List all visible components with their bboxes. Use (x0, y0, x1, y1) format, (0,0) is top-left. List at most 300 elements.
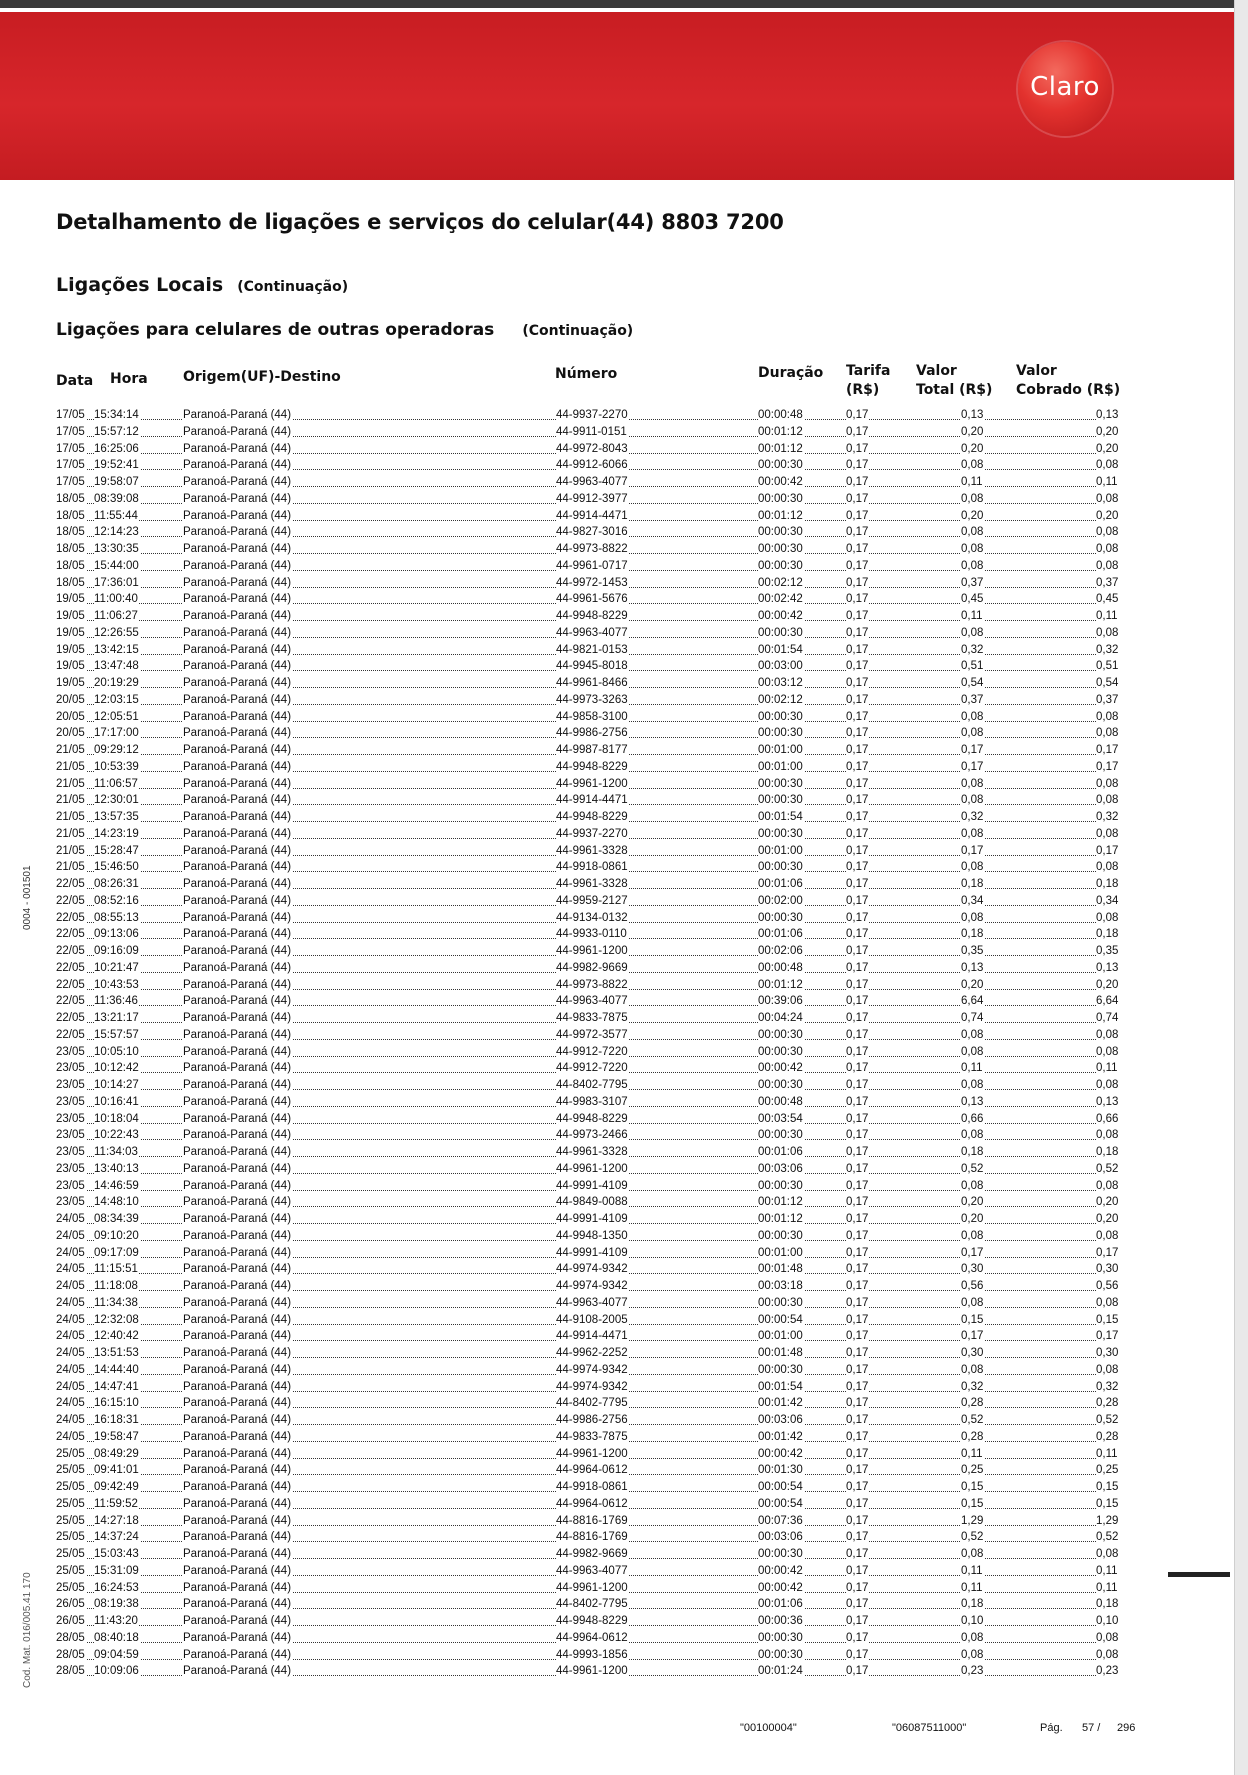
call-number: 44-9964-0612 (556, 1464, 628, 1477)
call-time: 11:18:08 (94, 1280, 138, 1292)
call-charged: 0,08 (1096, 1129, 1119, 1142)
table-row (56, 575, 1126, 592)
call-total: 0,52 (961, 1531, 984, 1544)
call-time: 15:44:00 (94, 559, 139, 572)
call-time: 16:15:10 (94, 1397, 139, 1410)
call-date: 23/05 (56, 1062, 85, 1075)
call-number: 44-9974-9342 (556, 1380, 628, 1393)
call-charged: 1,29 (1096, 1514, 1119, 1527)
call-time: 08:52:16 (94, 894, 139, 907)
call-total: 0,20 (961, 425, 984, 438)
call-number: 44-9914-4471 (556, 1330, 628, 1343)
call-total: 0,37 (961, 576, 984, 589)
call-origin: Paranoá-Paraná (44) (183, 1280, 292, 1292)
call-origin: Paranoá-Paraná (44) (183, 1430, 292, 1443)
subsection-heading (56, 320, 633, 340)
call-charged: 0,17 (1096, 1246, 1119, 1259)
call-origin: Paranoá-Paraná (44) (183, 1481, 292, 1493)
col-header-hora: Hora (110, 371, 148, 387)
table-row (56, 776, 1126, 793)
call-date: 24/05 (56, 1313, 85, 1326)
call-charged: 0,11 (1096, 1062, 1118, 1075)
table-row (56, 826, 1126, 843)
call-duration: 00:02:42 (758, 593, 803, 606)
call-total: 0,34 (961, 894, 984, 907)
call-date: 25/05 (56, 1464, 85, 1477)
call-date: 19/05 (56, 610, 85, 622)
call-charged: 0,08 (1096, 1296, 1119, 1309)
table-row (56, 508, 1126, 525)
call-number: 44-9937-2270 (556, 409, 628, 421)
call-origin: Paranoá-Paraná (44) (183, 961, 292, 974)
call-origin: Paranoá-Paraná (44) (183, 894, 292, 907)
call-time: 11:00:40 (94, 593, 138, 606)
call-time: 19:58:47 (94, 1430, 139, 1443)
call-date: 24/05 (56, 1296, 85, 1309)
top-edge (0, 0, 1234, 8)
call-origin: Paranoá-Paraná (44) (183, 1363, 292, 1376)
call-charged: 0,15 (1096, 1497, 1119, 1510)
call-duration: 00:01:42 (758, 1397, 803, 1410)
call-rate: 0,17 (846, 1129, 869, 1142)
table-row (56, 1563, 1126, 1580)
call-number: 44-9945-8018 (556, 660, 628, 673)
call-total: 0,17 (961, 844, 984, 857)
call-number: 44-9948-8229 (556, 1615, 628, 1627)
call-charged: 0,17 (1096, 744, 1119, 756)
call-total: 0,17 (961, 744, 984, 756)
call-number: 44-9972-3577 (556, 1028, 628, 1041)
call-time: 15:28:47 (94, 844, 139, 857)
call-charged: 0,56 (1096, 1280, 1119, 1292)
call-charged: 0,52 (1096, 1162, 1119, 1175)
call-total: 0,08 (961, 861, 984, 874)
call-date: 18/05 (56, 492, 85, 505)
call-number: 44-9986-2756 (556, 727, 628, 740)
call-date: 23/05 (56, 1196, 85, 1209)
table-row (56, 658, 1126, 675)
call-duration: 00:01:54 (758, 811, 803, 823)
call-total: 0,13 (961, 961, 984, 974)
call-origin: Paranoá-Paraná (44) (183, 861, 292, 874)
call-origin: Paranoá-Paraná (44) (183, 543, 292, 555)
call-origin: Paranoá-Paraná (44) (183, 626, 292, 639)
call-charged: 0,18 (1096, 1598, 1119, 1611)
call-origin: Paranoá-Paraná (44) (183, 677, 292, 689)
table-row (56, 1077, 1126, 1094)
call-rate: 0,17 (846, 576, 869, 589)
call-rate: 0,17 (846, 710, 869, 723)
table-row (56, 558, 1126, 575)
call-duration: 00:03:12 (758, 677, 803, 689)
call-number: 44-9961-1200 (556, 945, 628, 957)
call-duration: 00:39:06 (758, 995, 803, 1008)
call-time: 14:47:41 (94, 1380, 139, 1393)
call-rate: 0,17 (846, 1229, 869, 1242)
call-date: 18/05 (56, 543, 85, 555)
call-rate: 0,17 (846, 1514, 869, 1527)
call-duration: 00:02:06 (758, 945, 803, 957)
call-rate: 0,17 (846, 526, 869, 539)
call-charged: 0,45 (1096, 593, 1119, 606)
call-date: 21/05 (56, 827, 85, 840)
side-material-code: Cod. Mat. 016/005.41 170 (22, 1572, 33, 1688)
table-row (56, 1429, 1126, 1446)
call-time: 09:41:01 (94, 1464, 139, 1477)
call-charged: 0,08 (1096, 794, 1119, 807)
call-rate: 0,17 (846, 1564, 869, 1577)
call-time: 10:12:42 (94, 1062, 139, 1075)
call-origin: Paranoá-Paraná (44) (183, 1162, 292, 1175)
call-duration: 00:00:30 (758, 1631, 803, 1644)
call-origin: Paranoá-Paraná (44) (183, 459, 292, 472)
call-total: 0,17 (961, 760, 984, 773)
call-duration: 00:01:00 (758, 844, 803, 857)
call-rate: 0,17 (846, 1095, 869, 1108)
call-total: 0,08 (961, 1129, 984, 1142)
call-total: 0,10 (961, 1615, 984, 1627)
call-rate: 0,17 (846, 626, 869, 639)
call-date: 24/05 (56, 1330, 85, 1343)
call-number: 44-8402-7795 (556, 1079, 628, 1091)
table-row (56, 1211, 1126, 1228)
call-date: 24/05 (56, 1280, 85, 1292)
call-duration: 00:00:42 (758, 610, 803, 622)
table-row (56, 1261, 1126, 1278)
call-rate: 0,17 (846, 1146, 869, 1158)
table-row (56, 1630, 1126, 1647)
call-total: 0,52 (961, 1414, 984, 1426)
footer-code-2: "06087511000" (892, 1722, 967, 1734)
call-duration: 00:03:06 (758, 1531, 803, 1544)
call-origin: Paranoá-Paraná (44) (183, 1079, 292, 1091)
subsection-name: Ligações para celulares de outras operadoras (56, 320, 495, 340)
call-duration: 00:00:30 (758, 911, 803, 924)
call-number: 44-9933-0110 (556, 928, 627, 941)
call-total: 0,17 (961, 1246, 984, 1259)
call-total: 0,32 (961, 1380, 984, 1393)
call-number: 44-9983-3107 (556, 1095, 628, 1108)
call-origin: Paranoá-Paraná (44) (183, 1548, 292, 1560)
col-header-tarifa (846, 362, 890, 400)
call-origin: Paranoá-Paraná (44) (183, 693, 292, 706)
call-origin: Paranoá-Paraná (44) (183, 660, 292, 673)
table-row (56, 1094, 1126, 1111)
call-time: 11:55:44 (94, 509, 138, 522)
call-date: 25/05 (56, 1548, 85, 1560)
call-date: 21/05 (56, 744, 85, 756)
call-charged: 0,20 (1096, 1196, 1119, 1209)
call-duration: 00:02:12 (758, 693, 803, 706)
call-total: 0,08 (961, 626, 984, 639)
call-time: 11:06:57 (94, 777, 138, 790)
call-rate: 0,17 (846, 1213, 869, 1225)
call-total: 0,08 (961, 727, 984, 740)
call-number: 44-9961-3328 (556, 1146, 628, 1158)
call-date: 22/05 (56, 911, 85, 924)
call-date: 20/05 (56, 710, 85, 723)
call-origin: Paranoá-Paraná (44) (183, 1146, 292, 1158)
call-origin: Paranoá-Paraná (44) (183, 878, 292, 890)
call-rate: 0,17 (846, 1497, 869, 1510)
call-duration: 00:01:00 (758, 744, 803, 756)
call-origin: Paranoá-Paraná (44) (183, 643, 292, 656)
call-rate: 0,17 (846, 1464, 869, 1477)
call-charged: 0,66 (1096, 1112, 1119, 1125)
call-number: 44-9961-5676 (556, 593, 628, 606)
call-number: 44-9914-4471 (556, 509, 628, 522)
call-charged: 0,13 (1096, 409, 1119, 421)
call-duration: 00:00:30 (758, 492, 803, 505)
call-date: 25/05 (56, 1447, 85, 1460)
call-charged: 0,20 (1096, 442, 1119, 455)
call-number: 44-9918-0861 (556, 1481, 628, 1493)
call-date: 19/05 (56, 626, 85, 639)
call-duration: 00:04:24 (758, 1012, 803, 1024)
call-number: 44-9827-3016 (556, 526, 628, 539)
call-date: 23/05 (56, 1179, 85, 1192)
call-number: 44-9974-9342 (556, 1280, 628, 1292)
table-row (56, 876, 1126, 893)
call-time: 10:53:39 (94, 760, 139, 773)
table-row (56, 1027, 1126, 1044)
call-time: 11:43:20 (94, 1615, 138, 1627)
call-time: 08:40:18 (94, 1631, 139, 1644)
call-charged: 0,54 (1096, 677, 1119, 689)
call-date: 24/05 (56, 1363, 85, 1376)
call-charged: 0,34 (1096, 894, 1119, 907)
call-number: 44-9961-0717 (556, 559, 628, 572)
call-charged: 0,08 (1096, 827, 1119, 840)
call-origin: Paranoá-Paraná (44) (183, 526, 292, 539)
call-total: 0,28 (961, 1430, 984, 1443)
call-time: 14:37:24 (94, 1531, 139, 1544)
call-time: 10:16:41 (94, 1095, 139, 1108)
table-row (56, 725, 1126, 742)
call-duration: 00:00:54 (758, 1497, 803, 1510)
call-origin: Paranoá-Paraná (44) (183, 995, 292, 1008)
call-total: 0,11 (961, 476, 983, 488)
call-date: 26/05 (56, 1615, 85, 1627)
call-charged: 0,17 (1096, 1330, 1119, 1343)
call-time: 19:58:07 (94, 476, 139, 488)
call-origin: Paranoá-Paraná (44) (183, 1447, 292, 1460)
call-total: 0,52 (961, 1162, 984, 1175)
call-number: 44-9961-1200 (556, 1665, 628, 1678)
call-number: 44-9961-1200 (556, 1447, 628, 1460)
call-rate: 0,17 (846, 811, 869, 823)
call-duration: 00:00:42 (758, 1062, 803, 1075)
call-number: 44-9961-1200 (556, 1581, 628, 1594)
call-time: 12:26:55 (94, 626, 139, 639)
call-total: 0,20 (961, 1213, 984, 1225)
call-date: 25/05 (56, 1531, 85, 1544)
col-header-total-line2: Total (R$) (916, 382, 993, 398)
call-number: 44-9974-9342 (556, 1263, 628, 1276)
call-origin: Paranoá-Paraná (44) (183, 1012, 292, 1024)
call-origin: Paranoá-Paraná (44) (183, 1497, 292, 1510)
call-origin: Paranoá-Paraná (44) (183, 827, 292, 840)
call-date: 26/05 (56, 1598, 85, 1611)
col-header-total-line1: Valor (916, 363, 957, 379)
call-time: 08:34:39 (94, 1213, 139, 1225)
call-rate: 0,17 (846, 1313, 869, 1326)
call-duration: 00:02:12 (758, 576, 803, 589)
call-date: 25/05 (56, 1581, 85, 1594)
table-row (56, 742, 1126, 759)
call-origin: Paranoá-Paraná (44) (183, 509, 292, 522)
call-total: 0,15 (961, 1313, 984, 1326)
col-header-total (916, 362, 992, 400)
call-number: 44-9991-4109 (556, 1179, 628, 1192)
call-time: 09:42:49 (94, 1481, 139, 1493)
call-number: 44-9963-4077 (556, 1564, 628, 1577)
call-duration: 00:01:12 (758, 509, 803, 522)
table-row (56, 1462, 1126, 1479)
call-origin: Paranoá-Paraná (44) (183, 1179, 292, 1192)
call-origin: Paranoá-Paraná (44) (183, 1213, 292, 1225)
call-rate: 0,17 (846, 1079, 869, 1091)
table-row (56, 1496, 1126, 1513)
call-duration: 00:01:30 (758, 1464, 803, 1477)
call-date: 22/05 (56, 945, 85, 957)
table-row (56, 1312, 1126, 1329)
call-total: 0,20 (961, 509, 984, 522)
call-time: 09:16:09 (94, 945, 139, 957)
call-total: 0,11 (961, 1564, 983, 1577)
call-number: 44-9973-3263 (556, 693, 628, 706)
call-duration: 00:00:30 (758, 1363, 803, 1376)
call-date: 22/05 (56, 878, 85, 890)
call-origin: Paranoá-Paraná (44) (183, 1129, 292, 1142)
call-duration: 00:03:06 (758, 1414, 803, 1426)
call-number: 44-9918-0861 (556, 861, 628, 874)
call-origin: Paranoá-Paraná (44) (183, 1581, 292, 1594)
call-number: 44-9134-0132 (556, 911, 628, 924)
call-time: 12:40:42 (94, 1330, 139, 1343)
call-charged: 0,08 (1096, 1179, 1119, 1192)
call-duration: 00:01:00 (758, 1246, 803, 1259)
call-time: 10:18:04 (94, 1112, 139, 1125)
call-total: 0,13 (961, 1095, 984, 1108)
call-origin: Paranoá-Paraná (44) (183, 1095, 292, 1108)
margin-mark (1168, 1572, 1230, 1577)
call-duration: 00:00:30 (758, 526, 803, 539)
call-origin: Paranoá-Paraná (44) (183, 794, 292, 807)
table-row (56, 893, 1126, 910)
call-charged: 0,08 (1096, 1363, 1119, 1376)
call-duration: 00:03:18 (758, 1280, 803, 1292)
call-origin: Paranoá-Paraná (44) (183, 1062, 292, 1075)
call-date: 25/05 (56, 1481, 85, 1493)
call-rate: 0,17 (846, 1246, 869, 1259)
call-origin: Paranoá-Paraná (44) (183, 978, 292, 991)
call-total: 0,35 (961, 945, 984, 957)
call-rate: 0,17 (846, 1615, 869, 1627)
table-row (56, 1663, 1126, 1680)
call-date: 21/05 (56, 844, 85, 857)
call-total: 0,37 (961, 693, 984, 706)
call-total: 0,11 (961, 1062, 983, 1075)
col-header-cobrado-line2: Cobrado (R$) (1016, 382, 1121, 398)
call-origin: Paranoá-Paraná (44) (183, 1397, 292, 1410)
call-date: 24/05 (56, 1229, 85, 1242)
call-date: 23/05 (56, 1162, 85, 1175)
call-number: 44-9964-0612 (556, 1631, 628, 1644)
call-origin: Paranoá-Paraná (44) (183, 576, 292, 589)
call-rate: 0,17 (846, 1363, 869, 1376)
call-duration: 00:03:00 (758, 660, 803, 673)
call-charged: 0,08 (1096, 710, 1119, 723)
call-time: 20:19:29 (94, 677, 139, 689)
call-duration: 00:00:30 (758, 794, 803, 807)
call-number: 44-9963-4077 (556, 476, 628, 488)
table-row (56, 1127, 1126, 1144)
call-time: 09:10:20 (94, 1229, 139, 1242)
footer-code-1: "00100004" (740, 1722, 797, 1734)
claro-logo (1018, 42, 1112, 136)
call-origin: Paranoá-Paraná (44) (183, 1564, 292, 1577)
call-total: 0,08 (961, 1296, 984, 1309)
call-date: 23/05 (56, 1045, 85, 1058)
call-rate: 0,17 (846, 1665, 869, 1678)
call-origin: Paranoá-Paraná (44) (183, 1263, 292, 1276)
call-total: 0,15 (961, 1481, 984, 1493)
call-duration: 00:00:42 (758, 1581, 803, 1594)
call-origin: Paranoá-Paraná (44) (183, 1347, 292, 1359)
call-origin: Paranoá-Paraná (44) (183, 1665, 292, 1678)
call-origin: Paranoá-Paraná (44) (183, 476, 292, 488)
call-charged: 0,52 (1096, 1531, 1119, 1544)
table-row (56, 1278, 1126, 1295)
call-origin: Paranoá-Paraná (44) (183, 727, 292, 740)
page-title: Detalhamento de ligações e serviços do celular(44) 8803 7200 (56, 210, 784, 234)
table-row (56, 491, 1126, 508)
call-rate: 0,17 (846, 509, 869, 522)
call-rate: 0,17 (846, 1380, 869, 1393)
call-date: 18/05 (56, 559, 85, 572)
call-total: 1,29 (961, 1514, 984, 1527)
call-duration: 00:01:06 (758, 1598, 803, 1611)
call-origin: Paranoá-Paraná (44) (183, 744, 292, 756)
call-duration: 00:01:54 (758, 1380, 803, 1393)
call-time: 15:57:57 (94, 1028, 139, 1041)
call-duration: 00:01:00 (758, 1330, 803, 1343)
call-time: 13:47:48 (94, 660, 139, 673)
call-duration: 00:00:30 (758, 827, 803, 840)
table-row (56, 1479, 1126, 1496)
call-date: 23/05 (56, 1112, 85, 1125)
call-charged: 0,08 (1096, 727, 1119, 740)
call-number: 44-9974-9342 (556, 1363, 628, 1376)
call-rate: 0,17 (846, 442, 869, 455)
call-number: 44-9912-3977 (556, 492, 628, 505)
call-time: 14:44:40 (94, 1363, 139, 1376)
table-row (56, 1060, 1126, 1077)
call-origin: Paranoá-Paraná (44) (183, 911, 292, 924)
call-duration: 00:00:30 (758, 1179, 803, 1192)
call-origin: Paranoá-Paraná (44) (183, 945, 292, 957)
call-origin: Paranoá-Paraná (44) (183, 1380, 292, 1393)
call-duration: 00:01:54 (758, 643, 803, 656)
header-banner (0, 12, 1234, 180)
call-time: 09:13:06 (94, 928, 139, 941)
call-date: 24/05 (56, 1213, 85, 1225)
call-charged: 0,08 (1096, 1079, 1119, 1091)
call-total: 0,11 (961, 1447, 983, 1460)
call-charged: 0,08 (1096, 1045, 1119, 1058)
call-time: 15:46:50 (94, 861, 139, 874)
